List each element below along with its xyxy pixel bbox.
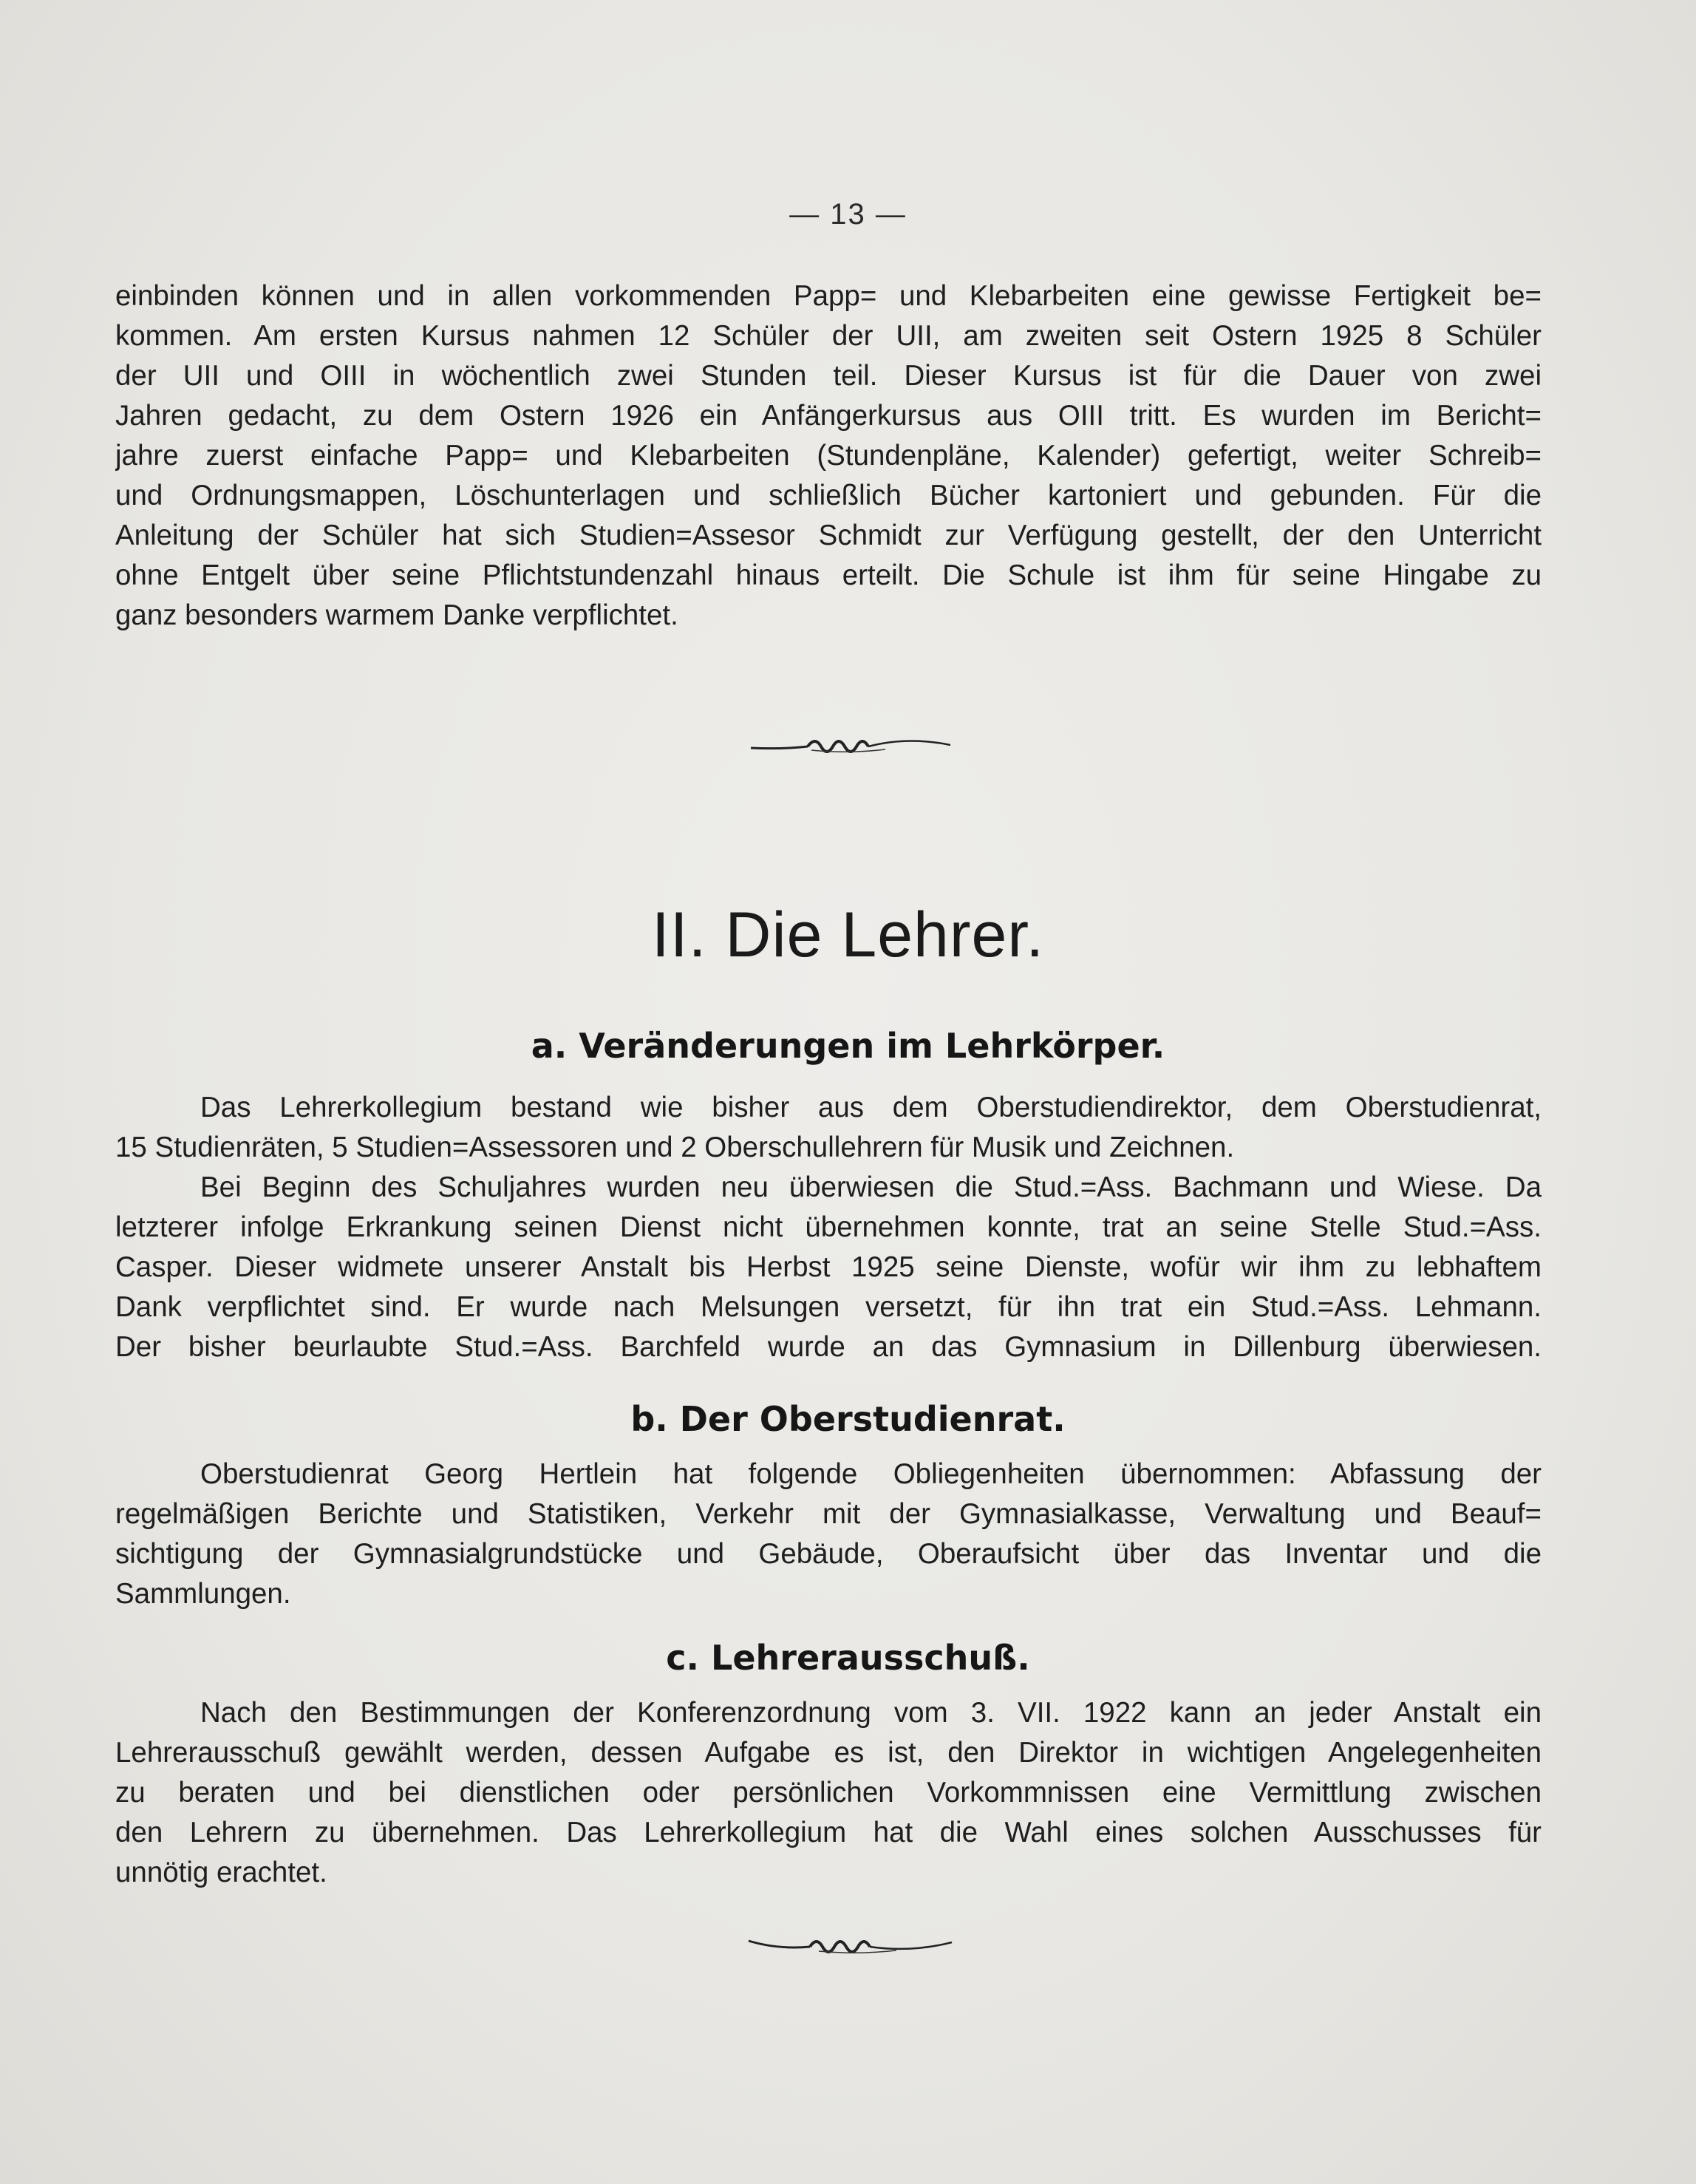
scroll-ornament-icon [0,732,1696,762]
paragraph-line: ganz besonders warmem Danke verpflichtet. [115,599,678,631]
intro-paragraph [115,276,1542,636]
paragraph-line: Lehrerausschuß gewählt werden, dessen Aufgabe es ist, den Direktor in wichtigen Angelegenheiten [115,1737,1542,1769]
subsection-c-paragraph [115,1693,1542,1893]
paragraph-line: unnötig erachtet. [115,1857,327,1888]
paragraph-line: Bei Beginn des Schuljahres wurden neu überwiesen die Stud.=Ass. Bachmann und Wiese. Da [200,1171,1542,1203]
subsection-heading-b: b. Der Oberstudienrat. [630,1399,1066,1439]
paragraph-line: Anleitung der Schüler hat sich Studien=Assesor Schmidt zur Verfügung gestellt, der den Unterricht [115,520,1542,551]
scroll-ornament-icon [0,1930,1696,1964]
subsection-a-paragraph [115,1088,1542,1367]
paragraph-line: einbinden können und in allen vorkommenden Papp= und Klebarbeiten eine gewisse Fertigkeit be= [115,280,1542,312]
subsection-b-paragraph [115,1455,1542,1614]
paragraph-line: Jahren gedacht, zu dem Ostern 1926 ein Anfängerkursus aus OIII tritt. Es wurden im Bericht= [115,400,1542,432]
paragraph-line: Dank verpflichtet sind. Er wurde nach Melsungen versetzt, für ihn trat ein Stud.=Ass. Lehmann. [115,1291,1542,1323]
paragraph-line: Casper. Dieser widmete unserer Anstalt bis Herbst 1925 seine Dienste, wofür wir ihm zu lebhaftem [115,1251,1542,1283]
paragraph-line: jahre zuerst einfache Papp= und Klebarbeiten (Stundenpläne, Kalender) gefertigt, weiter Schreib= [115,440,1542,472]
section-title: II. Die Lehrer. [651,899,1045,970]
page-number: — 13 — [789,198,907,231]
subsection-heading-a: a. Veränderungen im Lehrkörper. [531,1026,1165,1066]
paragraph-line: Das Lehrerkollegium bestand wie bisher aus dem Oberstudiendirektor, dem Oberstudienrat, [200,1092,1542,1123]
paragraph-line: den Lehrern zu übernehmen. Das Lehrerkollegium hat die Wahl eines solchen Ausschusses für [115,1817,1542,1848]
paragraph-line: Oberstudienrat Georg Hertlein hat folgende Obliegenheiten übernommen: Abfassung der [200,1458,1542,1490]
paragraph-line: Der bisher beurlaubte Stud.=Ass. Barchfeld wurde an das Gymnasium in Dillenburg überwiesen. [115,1331,1542,1363]
paragraph-line: regelmäßigen Berichte und Statistiken, Verkehr mit der Gymnasialkasse, Verwaltung und Beauf= [115,1498,1542,1530]
paragraph-line: kommen. Am ersten Kursus nahmen 12 Schüler der UII, am zweiten seit Ostern 1925 8 Schüler [115,320,1542,352]
paragraph-line: sichtigung der Gymnasialgrundstücke und Gebäude, Oberaufsicht über das Inventar und die [115,1538,1542,1570]
paragraph-line: Nach den Bestimmungen der Konferenzordnung vom 3. VII. 1922 kann an jeder Anstalt ein [200,1697,1542,1729]
subsection-heading-c: c. Lehrerausschuß. [666,1638,1030,1678]
paragraph-line: der UII und OIII in wöchentlich zwei Stunden teil. Dieser Kursus ist für die Dauer von zwei [115,360,1542,392]
paragraph-line: zu beraten und bei dienstlichen oder persönlichen Vorkommnissen eine Vermittlung zwischen [115,1777,1542,1809]
paragraph-line: 15 Studienräten, 5 Studien=Assessoren und 2 Oberschullehrern für Musik und Zeichnen. [115,1132,1235,1163]
paragraph-line: Sammlungen. [115,1578,291,1610]
paragraph-line: ohne Entgelt über seine Pflichtstundenzahl hinaus erteilt. Die Schule ist ihm für seine Hingabe zu [115,559,1542,591]
paragraph-line: letzterer infolge Erkrankung seinen Dienst nicht übernehmen konnte, trat an seine Stelle Stud.=Ass. [115,1211,1542,1243]
paragraph-line: und Ordnungsmappen, Löschunterlagen und schließlich Bücher kartoniert und gebunden. Für die [115,480,1542,511]
